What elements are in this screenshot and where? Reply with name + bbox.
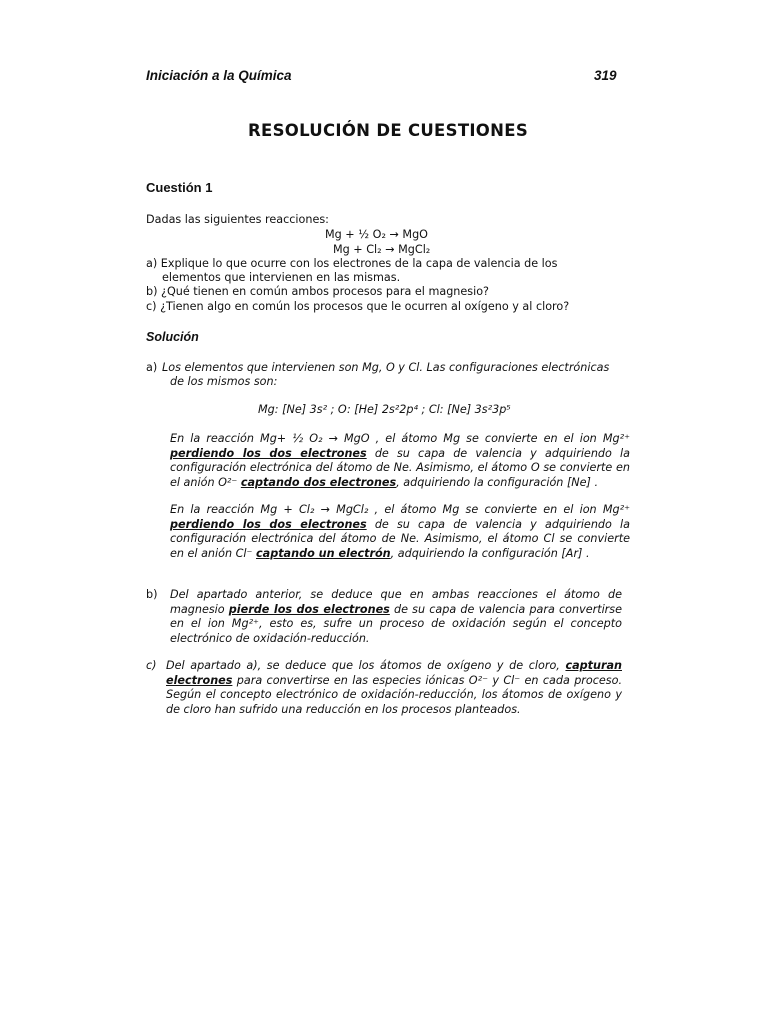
solution-c-pre: Del apartado a), se deduce que los átomos de oxígeno y de cloro,: [166, 659, 566, 672]
emphasis-perdiendo-2: perdiendo los dos electrones: [170, 517, 367, 531]
solution-c-post: para convertirse en las especies iónicas O²⁻ y Cl⁻ en cada proceso. Según el concepto electrónico de oxidación-reducción, los átomos de oxígeno y de cloro han sufrido una reducción en los procesos planteados.: [166, 673, 622, 716]
reaction-2: Mg + Cl₂ → MgCl₂: [333, 243, 431, 256]
question-a-line2: elementos que intervienen en las mismas.: [162, 271, 401, 284]
paragraph-mgcl2: [170, 503, 630, 561]
question-intro: Dadas las siguientes reacciones:: [146, 213, 329, 226]
emphasis-captando-dos: captando dos electrones: [240, 475, 397, 489]
solution-c-paragraph: [166, 659, 622, 717]
emphasis-perdiendo: perdiendo los dos electrones: [170, 446, 367, 460]
question-b: b) ¿Qué tienen en común ambos procesos para el magnesio?: [146, 285, 489, 298]
paragraph-mgo: [170, 432, 630, 490]
solution-c-label: c): [146, 659, 157, 672]
emphasis-pierde: pierde los dos electrones: [228, 602, 390, 616]
solution-a-line2: de los mismos son:: [170, 375, 278, 388]
page-title: RESOLUCIÓN DE CUESTIONES: [248, 121, 528, 140]
solution-heading: Solución: [146, 330, 199, 344]
reaction-1: Mg + ½ O₂ → MgO: [325, 228, 428, 241]
solution-b-pre: Del apartado anterior, se deduce que en ambas reacciones el átomo de magnesio: [170, 588, 622, 616]
solution-a-label: a): [146, 361, 158, 374]
electron-configurations: Mg: [Ne] 3s² ; O: [He] 2s²2p⁴ ; Cl: [Ne] 3s²3p⁵: [258, 403, 511, 416]
solution-a-line1: Los elementos que intervienen son Mg, O y Cl. Las configuraciones electrónicas: [162, 361, 610, 374]
question-a-line1: a) Explique lo que ocurre con los electrones de la capa de valencia de los: [146, 257, 558, 270]
solution-b-label: b): [146, 588, 158, 601]
emphasis-capturan: capturan electrones: [166, 659, 622, 687]
running-header-title: Iniciación a la Química: [146, 68, 292, 83]
paragraph-mgo-post: , adquiriendo la configuración [Ne] .: [396, 475, 599, 489]
paragraph-mgo-pre: En la reacción Mg+ ½ O₂ → MgO , el átomo Mg se convierte en el ion Mg²⁺: [170, 432, 630, 445]
paragraph-mgcl2-pre: En la reacción Mg + Cl₂ → MgCl₂ , el átomo Mg se convierte en el ion Mg²⁺: [170, 503, 630, 516]
paragraph-mgcl2-mid: de su capa de valencia y adquiriendo la configuración electrónica del átomo de Ne. Asimismo, el átomo Cl se convierte en el anión Cl⁻: [170, 517, 630, 560]
paragraph-mgcl2-post: , adquiriendo la configuración [Ar] .: [390, 546, 590, 560]
page-number: 319: [594, 68, 617, 83]
solution-b-paragraph: [170, 588, 622, 646]
question-c: c) ¿Tienen algo en común los procesos que le ocurren al oxígeno y al cloro?: [146, 300, 570, 313]
emphasis-captando-un: captando un electrón: [256, 546, 391, 560]
solution-b-post: de su capa de valencia para convertirse en el ion Mg²⁺, esto es, sufre un proceso de oxidación según el concepto electrónico de oxidación-reducción.: [170, 602, 622, 645]
question-heading: Cuestión 1: [146, 180, 213, 195]
paragraph-mgo-mid: de su capa de valencia y adquiriendo la configuración electrónica del átomo de Ne. Asimismo, el átomo O se convierte en el anión O²⁻: [170, 446, 630, 489]
